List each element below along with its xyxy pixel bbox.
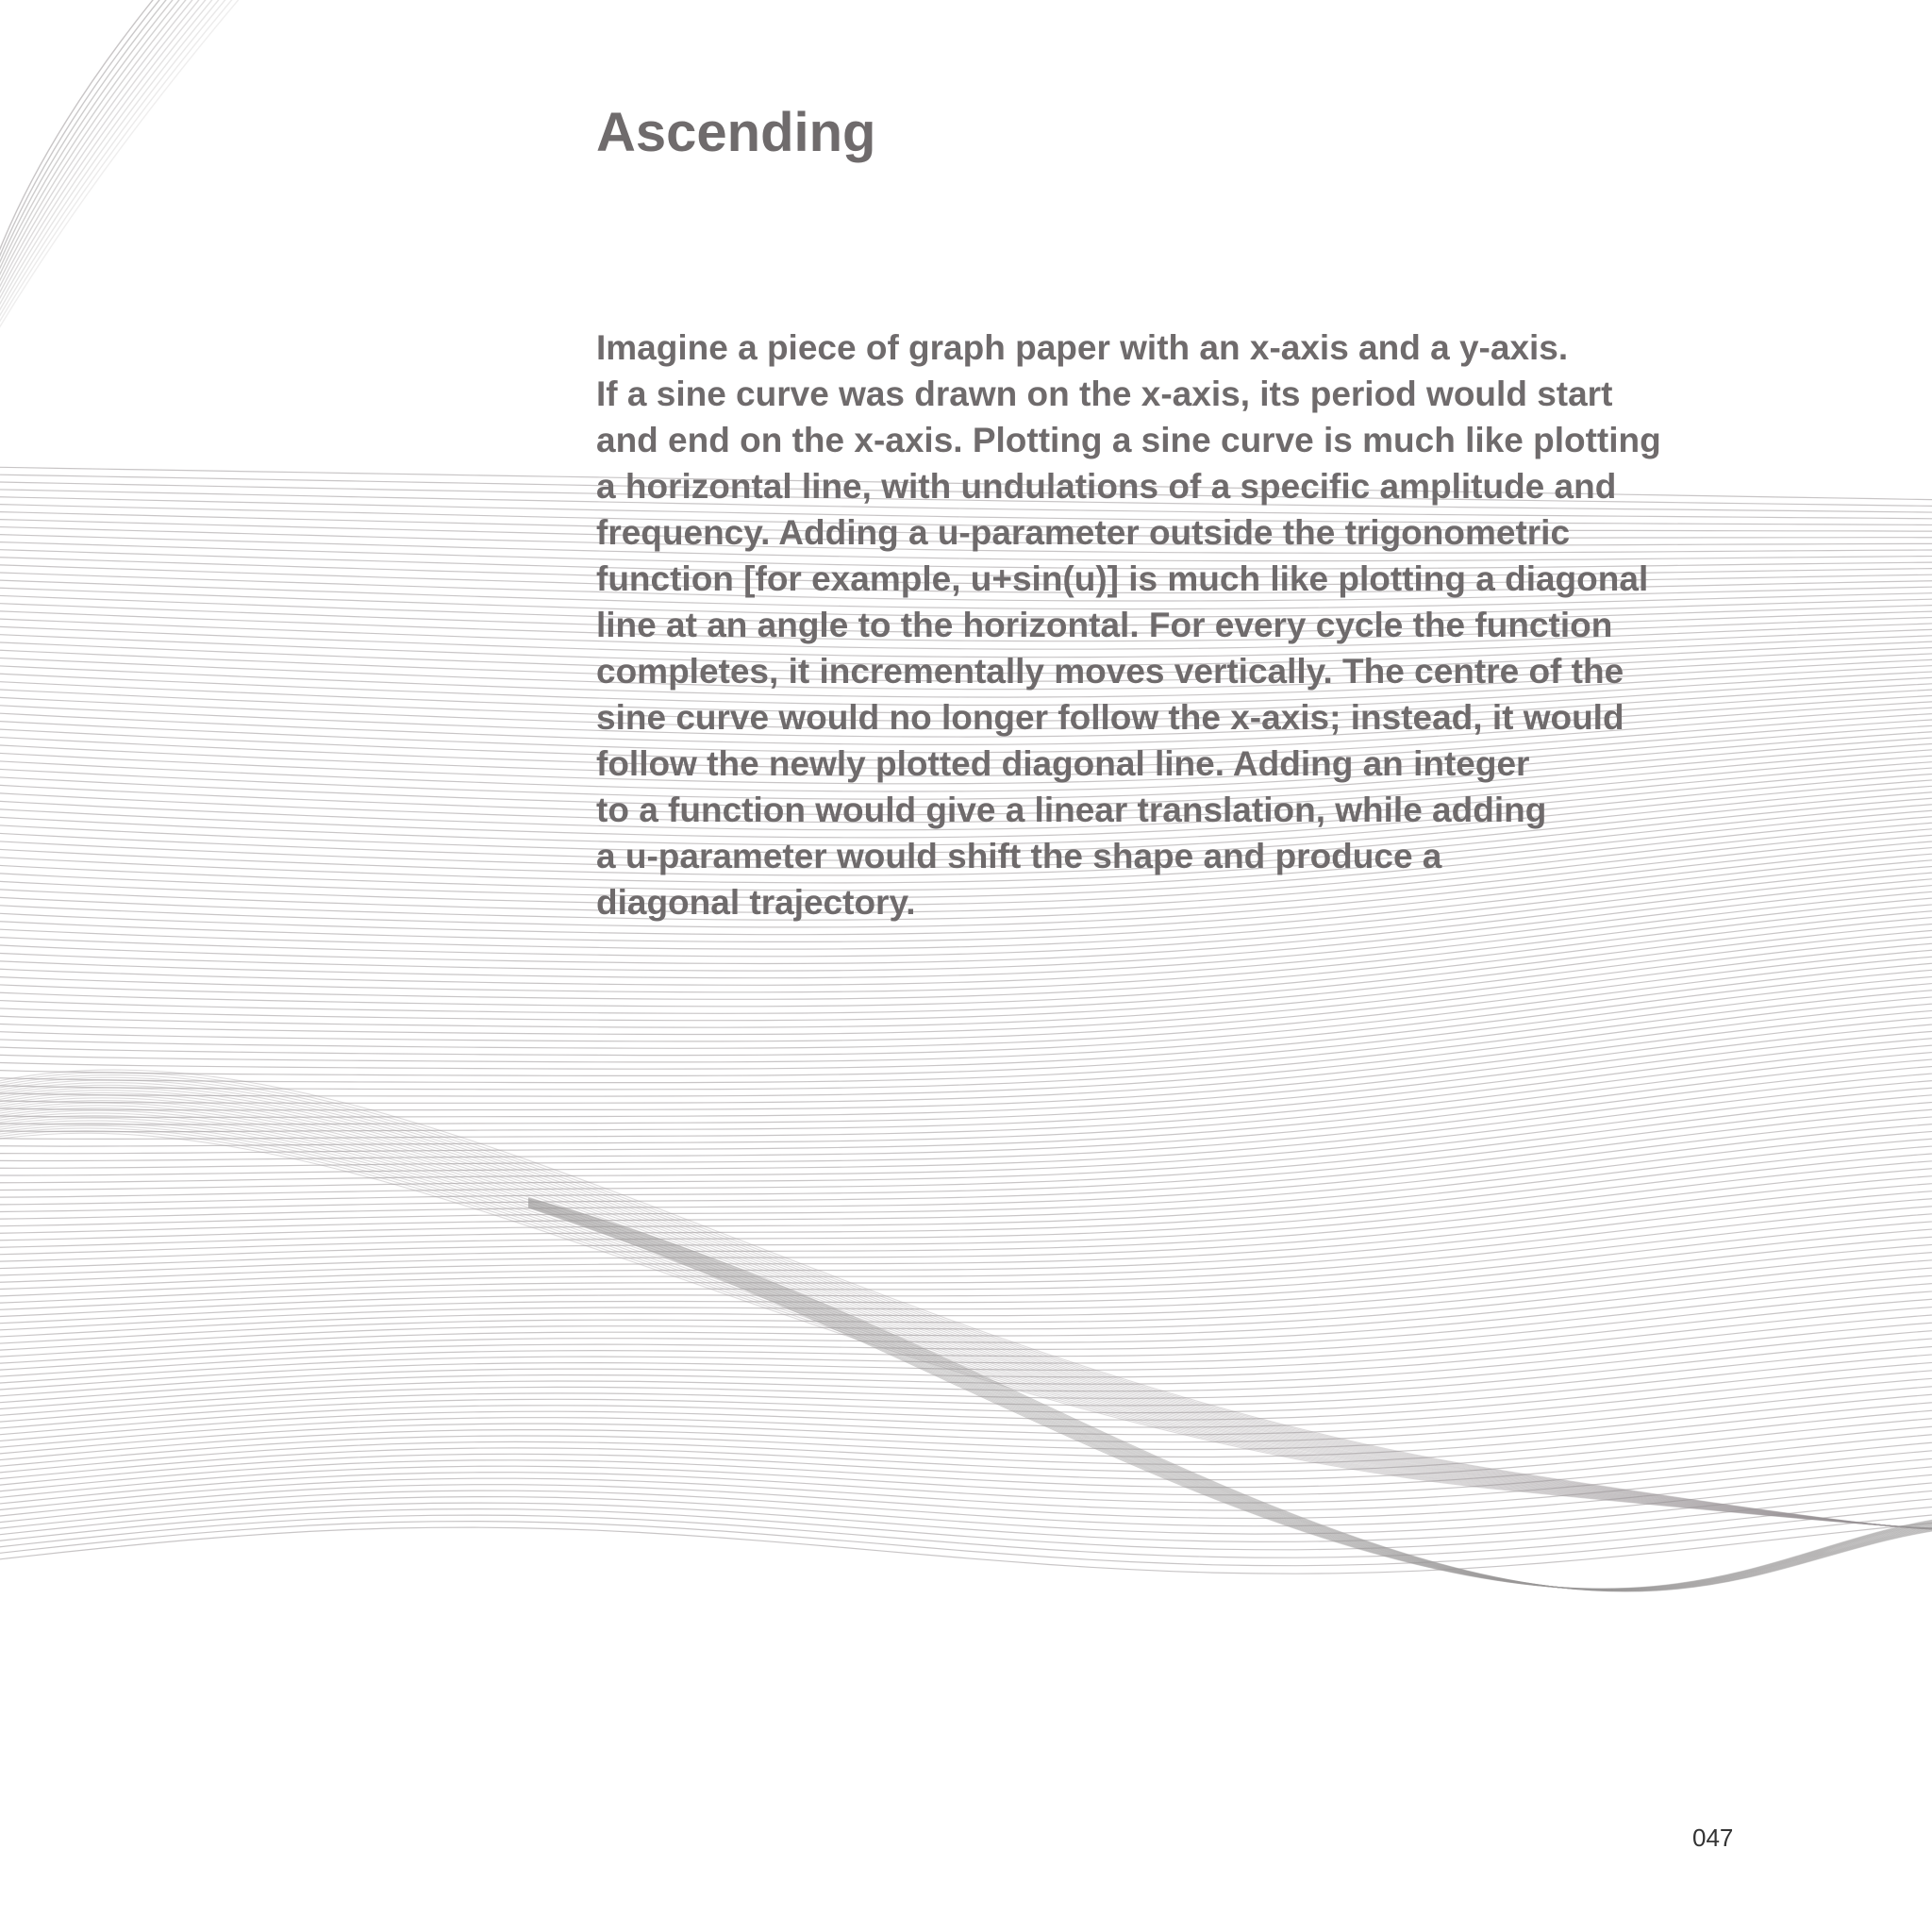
page-title: Ascending	[596, 102, 876, 163]
arc-line	[0, 0, 160, 274]
arc-line	[0, 0, 233, 332]
body-line: a horizontal line, with undulations of a specific amplitude and	[596, 467, 1617, 506]
wave-line	[0, 941, 1932, 1041]
wave-line	[0, 969, 1932, 1070]
fold-line	[0, 1088, 1932, 1529]
body-paragraph	[596, 325, 1766, 925]
wave-line	[0, 935, 1932, 1034]
body-line: and end on the x-axis. Plotting a sine curve is much like plotting	[596, 421, 1661, 459]
wave-line	[0, 975, 1932, 1076]
wave-line	[0, 955, 1932, 1055]
body-line: frequency. Adding a u-parameter outside the trigonometric	[596, 513, 1571, 552]
body-line: Imagine a piece of graph paper with an x-axis and a y-axis.	[596, 328, 1569, 367]
arc-line	[0, 0, 167, 279]
body-line: sine curve would no longer follow the x-axis; instead, it would	[596, 698, 1624, 737]
arc-line	[0, 0, 226, 326]
arc-lines	[0, 0, 246, 342]
body-line: If a sine curve was drawn on the x-axis, its period would start	[596, 375, 1613, 413]
wave-line	[0, 1167, 1932, 1269]
arc-line	[0, 0, 180, 290]
body-line: line at an angle to the horizontal. For every cycle the function	[596, 606, 1613, 644]
wave-line	[0, 1108, 1932, 1212]
wave-line	[0, 1424, 1932, 1487]
wave-line	[0, 1174, 1932, 1276]
wave-line	[0, 916, 1932, 1014]
page-number: 047	[1692, 1824, 1734, 1852]
body-line: function [for example, u+sin(u)] is much like plotting a diagonal	[596, 559, 1649, 598]
arc-line	[0, 0, 174, 284]
body-line: to a function would give a linear translation, while adding	[596, 791, 1547, 829]
body-line: diagonal trajectory.	[596, 883, 916, 922]
wave-line	[0, 961, 1932, 1062]
body-line: follow the newly plotted diagonal line. Adding an integer	[596, 744, 1530, 783]
body-line: a u-parameter would shift the shape and produce a	[596, 837, 1442, 875]
body-line: completes, it incrementally moves vertically. The centre of the	[596, 652, 1624, 691]
wave-line	[0, 1190, 1932, 1290]
wave-line	[0, 1433, 1932, 1493]
